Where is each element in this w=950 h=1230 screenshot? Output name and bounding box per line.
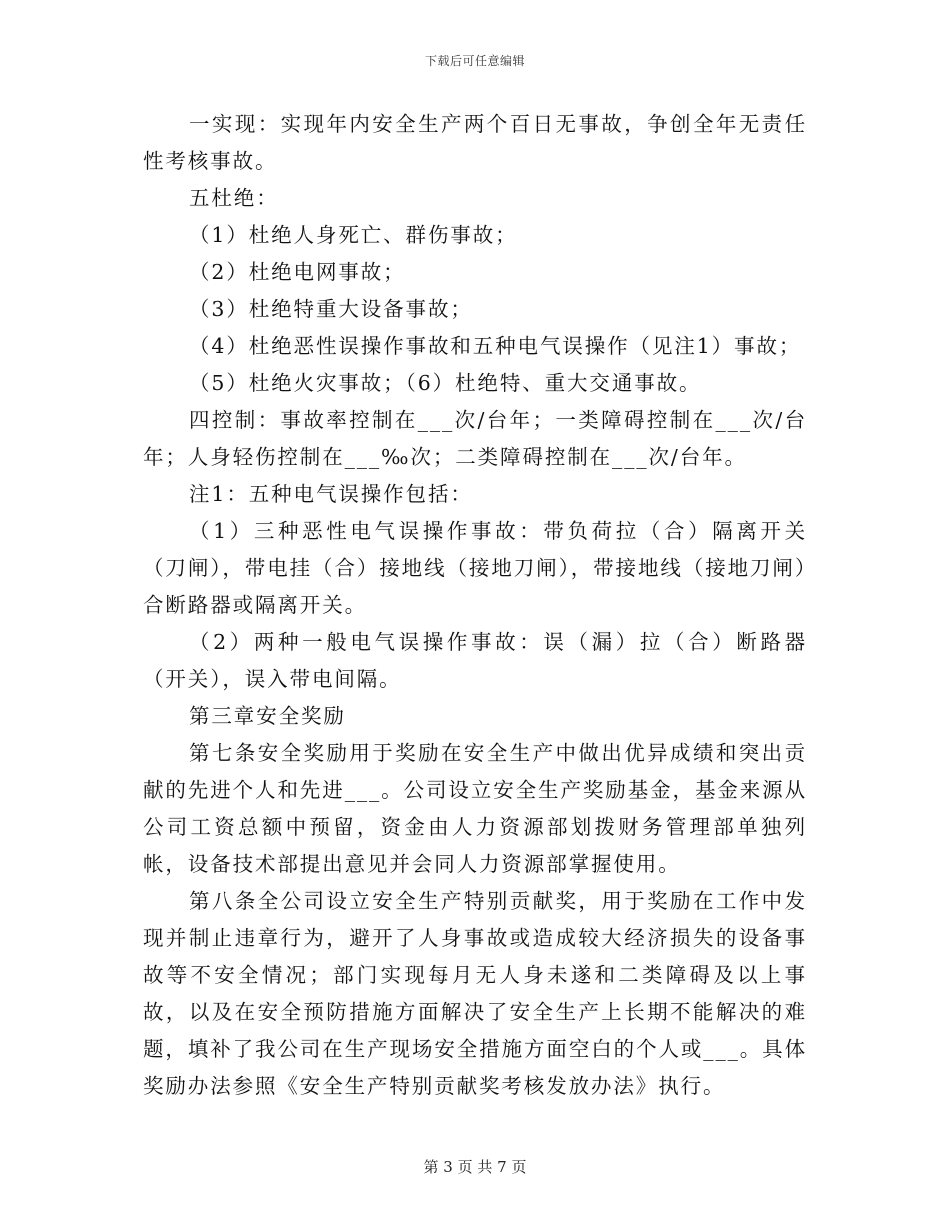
article-seven: 第七条安全奖励用于奖励在安全生产中做出优异成绩和突出贡献的先进个人和先进___。公司设立安全生产奖励基金，基金来源从公司工资总额中预留，资金由人力资源部划拨财务管理部单独列帐，设备技术部提出意见并会同人力资源部掌握使用。	[143, 741, 807, 876]
list-item-eliminate-fire-traffic: （5）杜绝火灾事故；（6）杜绝特、重大交通事故。	[189, 371, 702, 395]
chapter-heading: 第三章安全奖励	[189, 704, 346, 728]
paragraph-five-eliminations: 五杜绝：	[189, 186, 279, 210]
list-item-eliminate-casualties: （1）杜绝人身死亡、群伤事故；	[189, 223, 518, 247]
list-item-eliminate-misoperation: （4）杜绝恶性误操作事故和五种电气误操作（见注1）事故；	[189, 334, 802, 358]
list-item-eliminate-equipment-accidents: （3）杜绝特重大设备事故；	[189, 297, 473, 321]
page-header: 下载后可任意编辑	[424, 54, 525, 68]
document-body	[143, 106, 807, 1105]
article-eight: 第八条全公司设立安全生产特别贡献奖，用于奖励在工作中发现并制止违章行为，避开了人身事故或造成较大经济损失的设备事故等不安全情况；部门实现每月无人身未遂和二类障碍及以上事故，以及在安全预防措施方面解决了安全生产上长期不能解决的难题，填补了我公司在生产现场安全措施方面空白的个人或___。具体奖励办法参照《安全生产特别贡献奖考核发放办法》执行。	[143, 889, 807, 1098]
list-item-eliminate-grid-accidents: （2）杜绝电网事故；	[189, 260, 406, 284]
page-footer: 第 3 页 共 7 页	[423, 1158, 527, 1176]
list-item-three-malignant-misoperations: （1）三种恶性电气误操作事故：带负荷拉（合）隔离开关（刀闸），带电挂（合）接地线（接地刀闸），带接地线（接地刀闸）合断路器或隔离开关。	[143, 519, 807, 617]
paragraph-note-1: 注1：五种电气误操作包括：	[189, 482, 473, 506]
paragraph-four-controls: 四控制：事故率控制在___次/台年；一类障碍控制在___次/台年；人身轻伤控制在___‰次；二类障碍控制在___次/台年。	[143, 408, 807, 469]
list-item-two-general-misoperations: （2）两种一般电气误操作事故：误（漏）拉（合）断路器（开关），误入带电间隔。	[143, 630, 807, 691]
paragraph-one-realization: 一实现：实现年内安全生产两个百日无事故，争创全年无责任性考核事故。	[143, 112, 807, 173]
